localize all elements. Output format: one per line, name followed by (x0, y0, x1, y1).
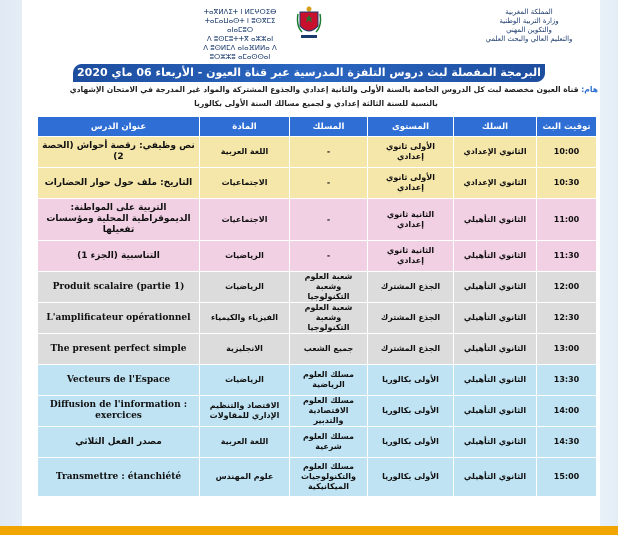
table-row (38, 303, 597, 334)
cell-track: - (290, 137, 368, 168)
ministry-header-arabic (474, 8, 584, 58)
header-level: المستوى (368, 117, 454, 137)
cell-cycle: الثانوي التأهيلي (454, 396, 537, 427)
cell-cycle: الثانوي الإعدادي (454, 168, 537, 199)
cell-time: 11:00 (537, 199, 597, 241)
table-row (38, 199, 597, 241)
cell-time: 15:00 (537, 458, 597, 497)
header-cycle: السلك (454, 117, 537, 137)
header-line: والتكوين المهني (506, 26, 552, 34)
cell-level: الجذع المشترك (368, 303, 454, 334)
cell-subject: الفيزياء والكيمياء (200, 303, 290, 334)
ministry-header-amazigh (196, 8, 284, 61)
cell-level: الأولى ثانوي إعدادي (368, 137, 454, 168)
cell-track: مسلك العلوم الاقتصادية والتدبير (290, 396, 368, 427)
cell-level: الأولى بكالوريا (368, 396, 454, 427)
cell-time: 12:00 (537, 272, 597, 303)
cell-time: 11:30 (537, 241, 597, 272)
cell-subject: علوم المهندس (200, 458, 290, 497)
cell-time: 14:30 (537, 427, 597, 458)
notice-line-2: بالنسبة للسنة الثالثة إعدادي و لجميع مسالك السنة الأولى بكالوريا (194, 99, 438, 108)
cell-track: - (290, 168, 368, 199)
header-line: ⴷ ⵓⵙⵍⵎⴷ ⴰⵏⴰⴼⵍⵍⴰ ⴷ ⵓⵔⵣⵣⵓ ⴰⵎⴰⵙⵙⴰⵏ (203, 44, 277, 61)
table-row (38, 137, 597, 168)
cell-level: الأولى ثانوي إعدادي (368, 168, 454, 199)
cell-level: الثانية ثانوي إعدادي (368, 199, 454, 241)
cell-lesson: Transmettre : étanchiété (38, 458, 200, 497)
cell-subject: اللغة العربية (200, 137, 290, 168)
cell-cycle: الثانوي التأهيلي (454, 199, 537, 241)
cell-time: 12:30 (537, 303, 597, 334)
cell-level: الأولى بكالوريا (368, 458, 454, 497)
cell-subject: الانجليزية (200, 334, 290, 365)
cell-lesson: Produit scalaire (partie 1) (38, 272, 200, 303)
cell-level: الثانية ثانوي إعدادي (368, 241, 454, 272)
table-row (38, 458, 597, 497)
table-header-row (38, 117, 597, 137)
cell-cycle: الثانوي التأهيلي (454, 241, 537, 272)
cell-track: شعبة العلوم وشعبة التكنولوجيا (290, 272, 368, 303)
cell-subject: الرياضيات (200, 241, 290, 272)
cell-cycle: الثانوي التأهيلي (454, 427, 537, 458)
table-row (38, 365, 597, 396)
cell-cycle: الثانوي الإعدادي (454, 137, 537, 168)
cell-time: 10:00 (537, 137, 597, 168)
cell-time: 10:30 (537, 168, 597, 199)
table-row (38, 272, 597, 303)
header-line: ⵜⴰⴳⵍⴷⵉⵜ ⵏ ⵍⵎⵖⵔⵉⴱ (203, 8, 277, 16)
cell-subject: الرياضيات (200, 272, 290, 303)
cell-level: الجذع المشترك (368, 272, 454, 303)
schedule-title-banner: البرمجة المفصلة لبث دروس التلفزة المدرسية عبر قناة العيون - الأربعاء 06 ماي 2020 (73, 64, 545, 82)
cell-subject: الاجتماعيات (200, 199, 290, 241)
cell-lesson: التربية على المواطنة: الديموقراطية المحلية ومؤسسات تفعيلها (38, 199, 200, 241)
cell-lesson: Vecteurs de l'Espace (38, 365, 200, 396)
header-line: المملكة المغربية (505, 8, 553, 16)
cell-time: 13:00 (537, 334, 597, 365)
notice-label: هام: (581, 85, 598, 94)
cell-lesson: التناسبية (الجزء 1) (38, 241, 200, 272)
table-row (38, 241, 597, 272)
cell-lesson: The present perfect simple (38, 334, 200, 365)
cell-subject: الاقتصاد والتنظيم الإداري للمقاولات (200, 396, 290, 427)
cell-time: 14:00 (537, 396, 597, 427)
cell-lesson: L'amplificateur opérationnel (38, 303, 200, 334)
table-row (38, 396, 597, 427)
cell-subject: الرياضيات (200, 365, 290, 396)
notice-text-1: قناة العيون مخصصة لبث كل الدروس الخاصة بالسنة الأولى والثانية إعدادي والجذوع المشتركة والمواد غير المدرجة في الامتحان الإشهادي (69, 85, 579, 94)
cell-track: مسلك العلوم شرعية (290, 427, 368, 458)
coat-of-arms-icon (296, 6, 322, 40)
cell-lesson: مصدر الفعل الثلاثي (38, 427, 200, 458)
cell-lesson: Diffusion de l'information : exercices (38, 396, 200, 427)
header-track: المسلك (290, 117, 368, 137)
table-row (38, 334, 597, 365)
cell-track: - (290, 241, 368, 272)
cell-lesson: التاريخ: ملف حول حوار الحضارات (38, 168, 200, 199)
cell-track: شعبة العلوم وشعبة التكنولوجيا (290, 303, 368, 334)
table-row (38, 168, 597, 199)
header-subject: المادة (200, 117, 290, 137)
header-time: توقيت البث (537, 117, 597, 137)
header-line: ⴷ ⵓⵙⵎⵓⵜⵜⴳ ⴰⵣⵣⴰⵏ (206, 35, 274, 43)
table-row (38, 427, 597, 458)
cell-track: جميع الشعب (290, 334, 368, 365)
notice-line-1 (34, 85, 598, 94)
header-line: والتعليم العالي والبحث العلمي (485, 35, 573, 43)
cell-cycle: الثانوي التأهيلي (454, 365, 537, 396)
schedule-table (37, 116, 597, 497)
cell-level: الجذع المشترك (368, 334, 454, 365)
cell-subject: اللغة العربية (200, 427, 290, 458)
cell-subject: الاجتماعيات (200, 168, 290, 199)
cell-lesson: نص وظيفي: رقصة أحواش (الحصة 2) (38, 137, 200, 168)
cell-cycle: الثانوي التأهيلي (454, 458, 537, 497)
header-line: ⵜⴰⵎⴰⵡⴰⵙⵜ ⵏ ⵓⵙⴳⵎⵉ ⴰⵏⴰⵎⵓⵔ (204, 17, 276, 34)
cell-time: 13:30 (537, 365, 597, 396)
cell-cycle: الثانوي التأهيلي (454, 303, 537, 334)
header-line: وزارة التربية الوطنية (499, 17, 559, 25)
cell-cycle: الثانوي التأهيلي (454, 334, 537, 365)
cell-track: مسلك العلوم الرياضية (290, 365, 368, 396)
cell-track: مسلك العلوم والتكنولوجيات الميكانيكية (290, 458, 368, 497)
cell-track: - (290, 199, 368, 241)
cell-level: الأولى بكالوريا (368, 427, 454, 458)
footer-accent-bar (0, 526, 618, 535)
cell-cycle: الثانوي التأهيلي (454, 272, 537, 303)
header-lesson: عنوان الدرس (38, 117, 200, 137)
cell-level: الأولى بكالوريا (368, 365, 454, 396)
